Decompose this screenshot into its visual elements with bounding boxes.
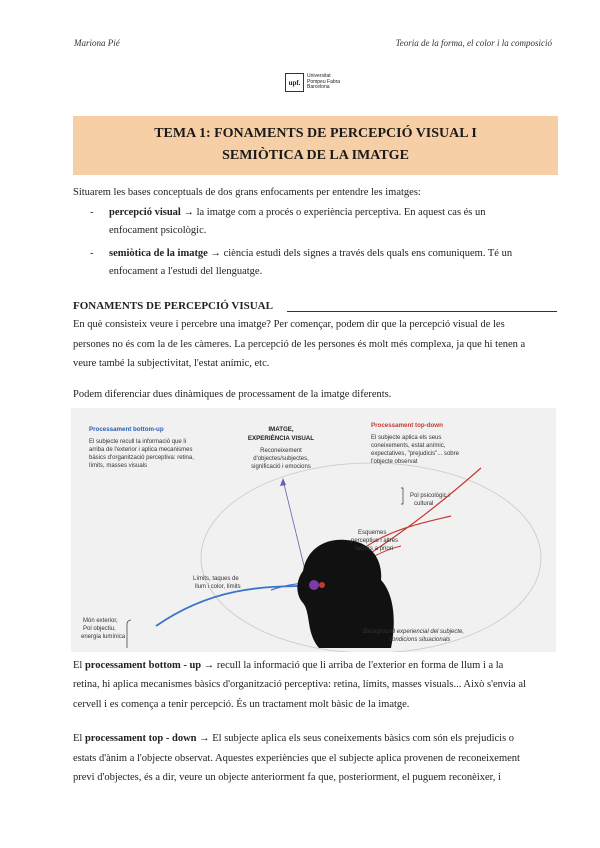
lim-line2: llum i color, límits: [195, 584, 241, 590]
vision-arrowhead: [280, 478, 286, 486]
bottomup-paragraph: [73, 660, 503, 671]
section-heading: FONAMENTS DE PERCEPCIÓ VISUAL: [73, 300, 273, 312]
topdown-paragraph: [73, 733, 514, 744]
bullet-semiotica-text: → ciència estudi dels signes a través dels quals ens comuniquem. Té un: [207, 248, 513, 259]
title-line-2: SEMIÒTICA DE LA IMATGE: [222, 148, 409, 163]
perception-diagram: [71, 408, 556, 652]
title-box: [73, 116, 558, 175]
bracket-world: [127, 620, 131, 648]
exp-line1: Esquemes: [358, 530, 387, 536]
bg-line1: Background experiencial del subjecte,: [363, 629, 465, 635]
diagram-svg: [71, 408, 556, 652]
bottomup-line2: retina, hi aplica mecanismes bàsics d'organització perceptiva: retina, límits, masses visuals... Això s'envia al: [73, 679, 526, 690]
bullet-dash-2: -: [90, 248, 94, 259]
logo-line2: Pompeu Fabra: [307, 78, 341, 85]
header-course: Teoria de la forma, el color i la composició: [395, 38, 552, 48]
bu-line4: límits, masses visuals: [89, 463, 148, 469]
bullet-semiotica: [109, 248, 512, 259]
bullet-percepcio-term: percepció visual: [109, 207, 181, 218]
bullet-percepcio-text: → la imatge com a procés o experiència perceptiva. En aquest cas és un: [180, 207, 486, 218]
logo-line3: Barcelona: [307, 84, 330, 91]
bu-title: Processament bottom-up: [89, 426, 164, 433]
center-title2: EXPERIÈNCIA VISUAL: [247, 435, 315, 442]
intro-lead: Situarem les bases conceptuals de dos grans enfocaments per entendre les imatges:: [73, 187, 421, 198]
mon-line1: Món exterior,: [83, 618, 118, 624]
mon-line3: energia lumínica: [81, 634, 126, 640]
bg-line2: condicions situacionals: [389, 637, 451, 643]
logo-text: [307, 74, 340, 91]
td-title: Processament top-down: [371, 422, 443, 429]
td-line2: coneixements, estat anímic,: [371, 443, 446, 449]
university-logo: [285, 73, 340, 92]
topdown-pre: El: [73, 733, 85, 744]
td-line1: El subjecte aplica els seus: [371, 435, 442, 441]
bullet-semiotica-term: semiòtica de la imatge: [109, 248, 208, 259]
section-p1-line2: persones no és com la de les càmeres. La percepció de les persones és molt més complexa, ja que hi tenen a: [73, 339, 526, 350]
topdown-line2: estats d'ànim a l'objecte observat. Aquestes experiències que el subjecte aplica provenen de reconeixement: [73, 753, 520, 764]
bu-line3: bàsics d'organització perceptiva: retina,: [89, 455, 194, 461]
bottomup-text: → recull la informació que li arriba de l'exterior en forma de llum i a la: [201, 660, 504, 671]
bullet-dash-1: -: [90, 207, 94, 218]
td-line3: expectatives, "prejudicis"... sobre: [371, 451, 459, 457]
exp-line3: factors a priori: [355, 546, 394, 552]
eye-marker-inner: [319, 582, 325, 588]
bu-line2: arriba de l'exterior i aplica mecanismes: [89, 447, 193, 453]
topdown-text: → El subjecte aplica els seus coneixements bàsics com són els prejudicis o: [196, 733, 515, 744]
section-p2: Podem diferenciar dues dinàmiques de processament de la imatge diferents.: [73, 389, 392, 400]
section-p1-line1: En què consisteix veure i percebre una imatge? Per començar, podem dir que la percepció visual de les: [73, 319, 505, 330]
center-title1: IMATGE,: [268, 426, 294, 433]
logo-line1: Universitat: [307, 73, 331, 80]
pol-line1: Pol psicològic i: [410, 493, 450, 499]
bullet-percepcio-line2: enfocament psicològic.: [109, 225, 207, 236]
bottomup-pre: El: [73, 660, 85, 671]
mon-line2: Pol objectiu,: [83, 626, 116, 632]
center-line2: d'objectes/subjectes,: [253, 456, 309, 462]
bottomup-line3: cervell i es comença a tenir percepció. És un tractament molt bàsic de la imatge.: [73, 699, 410, 710]
pol-line2: cultural: [414, 501, 434, 507]
bracket-cultural: [401, 488, 403, 504]
topdown-term: processament top - down: [84, 733, 197, 744]
center-line1: Reconeixement: [260, 448, 302, 454]
bullet-percepcio: [109, 207, 486, 218]
bu-line1: El subjecte recull la informació que li: [89, 439, 187, 445]
bullet-semiotica-line2: enfocament a l'estudi del llenguatge.: [109, 266, 263, 277]
lim-line1: Límits, taques de: [193, 576, 239, 582]
arrow-bottomup: [156, 586, 311, 626]
topdown-line3: previ d'objectes, és a dir, veure un objecte anteriorment fa que, posteriorment, el puguem reconèixer, i: [73, 772, 501, 783]
td-line4: l'objecte observat: [371, 459, 418, 465]
section-p1-line3: veure també la subjectivitat, l'estat anímic, etc.: [73, 358, 270, 369]
section-heading-rule: [287, 311, 557, 312]
logo-mark: upf.: [285, 73, 304, 92]
bottomup-term: processament bottom - up: [84, 660, 202, 671]
center-line3: significació i emocions: [251, 464, 311, 470]
exp-line2: perceptius i altres: [351, 538, 399, 544]
eye-marker: [309, 580, 319, 590]
title-line-1: TEMA 1: FONAMENTS DE PERCEPCIÓ VISUAL I: [154, 126, 477, 141]
header-author: Mariona Pié: [74, 38, 120, 48]
